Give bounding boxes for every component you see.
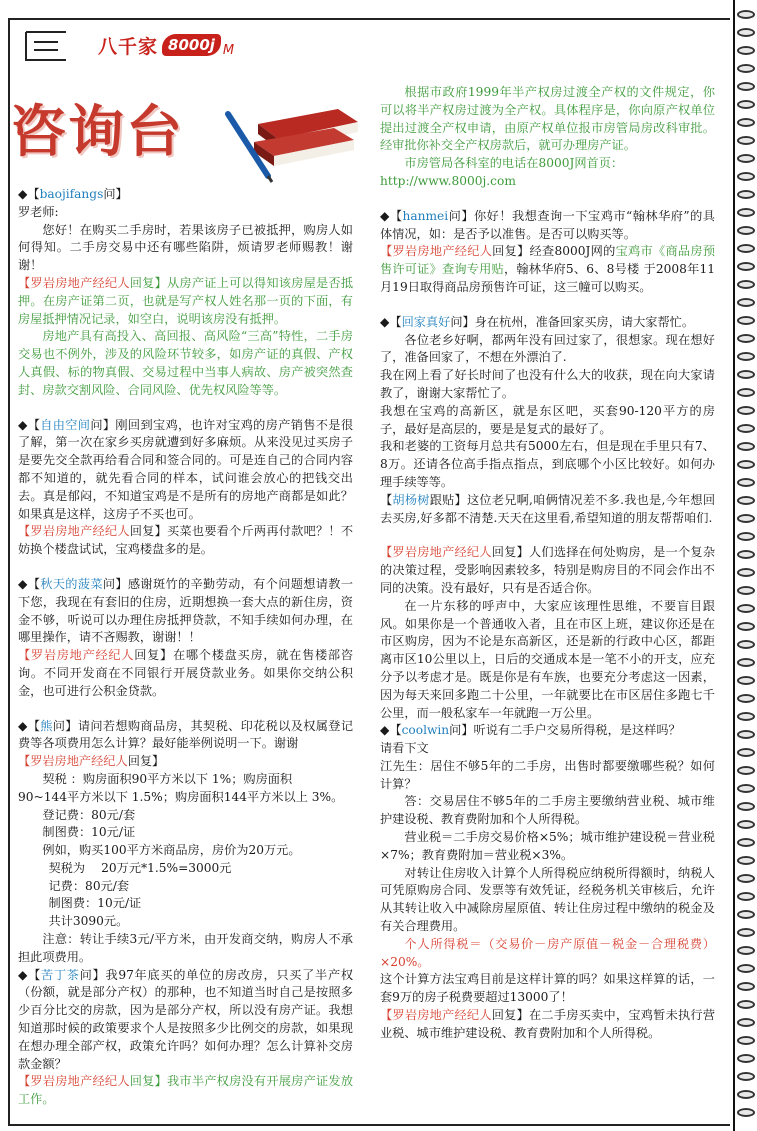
binding-ring: [737, 298, 755, 307]
binding-ring: [737, 226, 755, 235]
answer-text: 在一片东移的呼声中，大家应该理性思维，不要盲目跟风。如果你是一个普通收入者，且在市区上班，建议你还是在市区购房，因为不论是东高新区，还是新的行政中心区，都距离市区10公里以上，日后的交通成本是一笔不小的开支，应充分予以考虑才是。既是你是有车族，也要充分考虑这一因素，因为每天来回多跑二十公里，一年就要比在市区居住多跑七千公里，而一般私家车一年就跑一万公里。: [380, 598, 715, 720]
answer-text: 【罗岩房地产经纪人回复】在二手房买卖中，宝鸡暂未执行营业税、城市维护建设税、教育费附加和个人所得税。: [380, 1008, 716, 1040]
binding-ring: [737, 136, 755, 145]
question-text: 各位老乡好啊，都两年没有回过家了，很想家。现在想好了，准备回家了，不想在外漂泊了.: [380, 332, 715, 365]
binding-ring: [737, 982, 755, 991]
brand-name: 八千家: [98, 35, 159, 58]
question-text: 营业税＝二手房交易价格×5%；城市维护建设税＝营业税×7%；教育费附加＝营业税×3%。: [380, 830, 715, 862]
question-text: ◆【coolwin问】听说有二手户交易所得税，是这样吗？: [380, 723, 681, 738]
binding-ring: [737, 100, 755, 109]
binding-ring: [737, 334, 755, 343]
question-text: 江先生：居住不够5年的二手房，出售时都要缴哪些税？如何计算？: [380, 758, 715, 791]
qa-item: [380, 314, 715, 528]
spiral-binding: [733, 0, 757, 1131]
left-column: [18, 186, 353, 1109]
answer-text: 【罗岩房地产经纪人回复】经查8000J网的宝鸡市《商品房预售许可证》查询专用贴，翰林华府5、6、8号楼 于2008年11月19日取得商品房预售许可证，这三幢可以购买。: [380, 244, 716, 294]
binding-ring: [737, 820, 755, 829]
question-text: 这个计算方法宝鸡目前是这样计算的吗？如果这样算的话，一套9万的房子税费要超过13000了！: [380, 972, 715, 1005]
follow-up: 【胡杨树跟贴】这位老兄啊,咱俩情况差不多.我也是,今年想回去买房,好多都不清楚.天天在这里看,希望知道的朋友帮帮咱们.: [380, 492, 716, 525]
binding-ring: [737, 352, 755, 361]
banner-title: 咨询台: [10, 99, 184, 165]
answer-tag: 罗岩房地产经纪人: [30, 648, 135, 663]
question-text: ◆【回家真好问】身在杭州，准备回家买房，请大家帮忙。: [380, 314, 695, 329]
binding-ring: [737, 622, 755, 631]
username: 熊: [40, 718, 53, 733]
binding-ring: [737, 172, 755, 181]
question-text: 我和老婆的工资每月总共有5000左右，但是现在手里只有7、8万。还请各位高手指点指点，到底哪个小区比较好。如何办理手续等等。: [380, 439, 715, 489]
binding-ring: [737, 964, 755, 973]
answer-tag: 罗岩房地产经纪人: [392, 1008, 492, 1023]
binding-ring: [737, 406, 755, 415]
answer-tag: 罗岩房地产经纪人: [30, 275, 130, 290]
binding-ring: [737, 568, 755, 577]
username: baojifangs: [39, 187, 104, 201]
binding-ring: [737, 586, 755, 595]
fee-line: 共计3090元。: [48, 914, 129, 929]
binding-ring: [737, 640, 755, 649]
binding-ring: [737, 64, 755, 73]
binding-ring: [737, 946, 755, 955]
answer-tag: 罗岩房地产经纪人: [30, 754, 128, 769]
right-column: [380, 84, 715, 1043]
binding-ring: [737, 910, 755, 919]
binding-ring: [737, 28, 755, 37]
question-head: ◆【baojifangs问】: [18, 187, 128, 201]
binding-ring: [737, 280, 755, 289]
binding-ring: [737, 1036, 755, 1045]
binding-ring: [737, 190, 755, 199]
binding-ring: [737, 748, 755, 757]
fee-line: 记费：80元/套: [48, 878, 130, 893]
question-text: 我在网上看了好长时间了也没有什么大的收获，现在向大家请教了，谢谢大家帮忙了。: [380, 368, 715, 400]
fee-line: 注意：转让手续3元/平方米，由开发商交纳，购房人不承担此项费用。: [18, 932, 353, 964]
answer-head: 【罗岩房地产经纪人回复】: [18, 754, 165, 769]
binding-ring: [737, 460, 755, 469]
binding-ring: [737, 928, 755, 937]
binding-ring: [737, 676, 755, 685]
fee-line: 登记费：80元/套: [42, 807, 136, 822]
binding-ring: [737, 442, 755, 451]
question-text: ◆【秋天的菠菜问】感谢斑竹的辛勤劳动，有个问题想请教一下您，我现在有套旧的住房，近期想换一套大点的新住房，资金不够，听说可以办理住房抵押贷款，不知手续如何办理，在哪里操作，请不吝赐教，谢谢！！: [18, 576, 354, 645]
binding-ring: [737, 262, 755, 271]
binding-ring: [737, 1000, 755, 1009]
binding-ring: [737, 550, 755, 559]
binding-ring: [737, 532, 755, 541]
binding-ring: [737, 244, 755, 253]
binding-ring: [737, 388, 755, 397]
qa-item: [18, 967, 353, 1109]
binding-ring: [737, 208, 755, 217]
qa-item: [380, 722, 715, 1042]
qa-item: [18, 186, 353, 400]
binding-ring: [737, 118, 755, 127]
username: hanmei: [402, 208, 449, 223]
username: 回家真好: [401, 314, 451, 329]
binding-ring: [737, 712, 755, 721]
binding-ring: [737, 766, 755, 775]
username: 苦丁茶: [40, 967, 80, 982]
answer-text: 【罗岩房地产经纪人回复】从房产证上可以得知该房屋是否抵押。在房产证第二页，也就是写产权人姓名那一页的下面，有房屋抵押情况记录，如空白，说明该房没有抵押。: [18, 275, 354, 326]
question-text: 我想在宝鸡的高新区，就是东区吧，买套90-120平方的房子，最好是高层的，要是是复式的最好了。: [380, 403, 715, 436]
question-text: 您好！在购买二手房时，若果该房子已被抵押，购房人如何得知。二手房交易中还有哪些陷阱，烦请罗老师赐教！谢谢！: [18, 222, 353, 273]
tax-formula: 个人所得税＝（交易价－房产原值－税金－合理税费）×20%。: [380, 936, 715, 969]
brand-suffix: M: [222, 42, 235, 58]
binding-ring: [737, 10, 755, 19]
binding-ring: [737, 802, 755, 811]
question-text: ◆【hanmei问】你好！我想查询一下宝鸡市“翰林华府”的具体情况，如：是否予以准售。是否可以购买等。: [380, 208, 715, 241]
binding-ring: [737, 46, 755, 55]
answer-tag: 罗岩房地产经纪人: [30, 1074, 130, 1089]
binding-ring: [737, 892, 755, 901]
binding-ring: [737, 424, 755, 433]
fee-line: 契税为 20万元*1.5%=3000元: [48, 860, 232, 875]
books-pencil-icon: [218, 84, 370, 184]
question-text: ◆【苦丁茶问】我97年底买的单位的房改房，只买了半产权（份额，就是部分产权）的那种，也不知道当时自己是按照多少百分比交的房款，因为是部分产权，所以没有房产证。我想知道那时候的政策要求个人是按照多少比例交的房款，如果现在想办理全部产权，政策允许吗？如何办理？怎么计算补交房款金额？: [18, 967, 354, 1071]
brand-logo: 8000j: [162, 34, 221, 56]
qa-answer: [380, 544, 715, 722]
answer-text: 【罗岩房地产经纪人回复】在哪个楼盘买房，就在售楼部咨询。不同开发商在不同银行开展贷款业务。如果你交纳公积金，也可进行公积金贷款。: [18, 648, 354, 698]
binding-ring: [737, 1018, 755, 1027]
fee-line: 制图费：10元/证: [48, 896, 142, 911]
binding-ring: [737, 874, 755, 883]
question-text: ◆【熊问】请问若想购商品房，其契税、印花税以及权属登记费等各项费用怎么计算？最好能举例说明一下。谢谢: [18, 718, 354, 751]
binding-ring: [737, 730, 755, 739]
binding-ring: [737, 784, 755, 793]
question-text: 对转让住房收入计算个人所得税应纳税所得额时，纳税人可凭原购房合同、发票等有效凭证，经税务机关审核后，允许从其转让收入中减除房屋原值、转让住房过程中缴纳的税金及有关合理费用。: [380, 865, 715, 934]
username: coolwin: [401, 723, 450, 738]
answer-tag: 罗岩房地产经纪人: [392, 244, 493, 259]
answer-tag: 罗岩房地产经纪人: [392, 545, 492, 560]
question-text: 罗老师:: [18, 204, 59, 219]
binding-ring: [737, 1072, 755, 1081]
qa-item: [18, 417, 353, 559]
binding-ring: [737, 82, 755, 91]
fee-line: 90~144平方米以下 1.5%；购房面积144平方米以上 3%。: [18, 789, 344, 804]
binding-ring: [737, 1090, 755, 1099]
qa-item: [18, 718, 353, 967]
qa-item: [18, 576, 353, 701]
username: 秋天的菠菜: [40, 576, 103, 591]
binding-ring: [737, 1054, 755, 1063]
binding-ring: [737, 1108, 755, 1117]
site-url: http://www.8000j.com: [380, 173, 516, 188]
binding-ring: [737, 154, 755, 163]
binding-ring: [737, 856, 755, 865]
binding-ring: [737, 316, 755, 325]
brand-header: [98, 30, 234, 60]
fee-line: 例如，购买100平方米商品房，房价为20万元。: [42, 843, 301, 858]
corner-bracket-icon: [24, 28, 68, 64]
binding-ring: [737, 514, 755, 523]
answer-text: 【罗岩房地产经纪人回复】买菜也要看个斤两再付款吧？！不妨换个楼盘试试，宝鸡楼盘多的是。: [18, 524, 354, 557]
fee-line: 制图费：10元/证: [42, 825, 136, 840]
binding-ring: [737, 604, 755, 613]
binding-ring: [737, 838, 755, 847]
question-text: 请看下文: [380, 741, 429, 756]
answer-text: 【罗岩房地产经纪人回复】人们选择在何处购房，是一个复杂的决策过程，受影响因素较多，特别是购房目的不同会作出不同的决策。没有最好，只有是否适合你。: [380, 545, 716, 595]
fee-line: 契税 ：购房面积90平方米以下 1%；购房面积: [42, 771, 293, 786]
binding-ring: [737, 478, 755, 487]
binding-ring: [737, 370, 755, 379]
binding-ring: [737, 496, 755, 505]
intro-text: 市房管局各科室的电话在8000J网首页：: [404, 156, 624, 171]
answer-tag: 罗岩房地产经纪人: [30, 524, 130, 539]
username: 自由空间: [40, 417, 91, 432]
binding-ring: [737, 694, 755, 703]
question-text: ◆【自由空间问】刚回到宝鸡，也许对宝鸡的房产销售不是很了解，第一次在家乡买房就遭到好多麻烦。从来没见过买房子是要先交全款再给看合同和签合同的。可是连自己的合同内容都不知道的，就先看合同的样本，试问谁会放心的把钱交出去。真是郁闷，不知道宝鸡是不是所有的房地产商都是如此？如果真是这样，这房子不买也可。: [18, 417, 354, 521]
intro-text: 根据市政府1999年半产权房过渡全产权的文件规定，你可以将半产权房过渡为全产权。具体程序是，你向原产权单位提出过渡全产权申请，由原产权单位报市房管局房改科审批。经审批你补交全产权房款后，就可办理房产证。: [380, 85, 715, 153]
qa-item: [380, 208, 715, 297]
username: 胡杨树: [392, 492, 430, 507]
binding-ring: [737, 658, 755, 667]
question-text: 答：交易居住不够5年的二手房主要缴纳营业税、城市维护建设税、教育费附加和个人所得税。: [380, 794, 715, 827]
intro-block: [380, 84, 715, 191]
answer-text: 房地产具有高投入、高回报、高风险“三高”特性，二手房交易也不例外，涉及的风险环节较多，如房产证的真假、产权人真假、标的物真假、交易过程中当事人病故、房产被突然查封、房款交割风险、合同风险、优先权风险等等。: [18, 329, 353, 397]
answer-text: 【罗岩房地产经纪人回复】我市半产权房没有开展房产证发放工作。: [18, 1074, 354, 1107]
banner: [10, 92, 370, 187]
